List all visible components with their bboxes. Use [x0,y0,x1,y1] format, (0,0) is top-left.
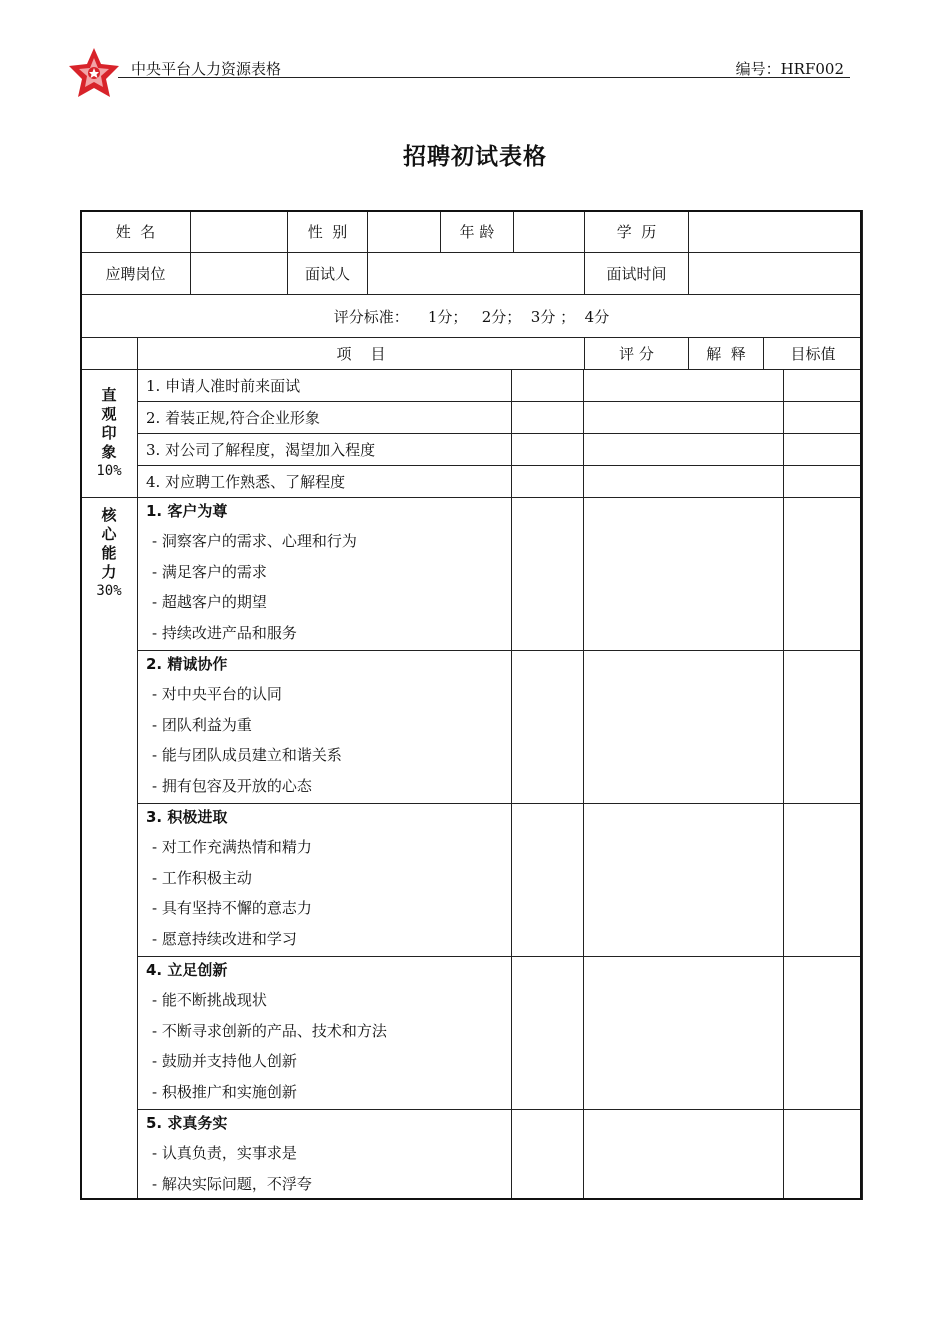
education-field[interactable] [689,211,863,253]
core-target-cell[interactable] [784,498,863,651]
impression-label: 直观印象 [101,386,117,461]
interviewer-field[interactable] [368,253,585,295]
core-group-item: - 对工作充满热情和精力 [152,838,312,856]
impression-target-cell[interactable] [784,402,863,434]
core-explain-cell[interactable] [584,957,784,1110]
core-group-item: - 拥有包容及开放的心态 [152,776,312,795]
core-group-item: - 积极推广和实施创新 [152,1082,297,1101]
impression-percent: 10% [96,463,122,479]
core-group-title: 2. 精诚协作 [146,655,228,673]
explain-column-header: 解 释 [689,338,764,370]
core-target-cell[interactable] [784,1110,863,1200]
core-group-item: - 洞察客户的需求、心理和行为 [152,532,357,550]
core-group-item: - 愿意持续改进和学习 [152,929,297,948]
core-group [138,1110,512,1200]
age-label: 年 龄 [441,211,514,253]
core-category [81,498,138,1200]
impression-item: 2. 着装正规,符合企业形象 [138,402,512,434]
name-field[interactable] [191,211,288,253]
core-target-cell[interactable] [784,957,863,1110]
core-group-item: - 工作积极主动 [152,868,252,887]
impression-score-cell[interactable] [512,370,584,402]
core-score-cell[interactable] [512,498,584,651]
education-label: 学 历 [585,211,689,253]
header-rule [118,77,850,78]
impression-target-cell[interactable] [784,434,863,466]
core-score-cell[interactable] [512,651,584,804]
core-group [138,498,512,651]
scoring-table [80,369,863,1200]
core-target-cell[interactable] [784,651,863,804]
impression-item: 1. 申请人准时前来面试 [138,370,512,402]
impression-item: 3. 对公司了解程度，渴望加入程度 [138,434,512,466]
age-field[interactable] [514,211,585,253]
core-label: 核心能力 [101,506,117,581]
core-group-item: - 对中央平台的认同 [152,685,282,703]
core-group-title: 3. 积极进取 [146,808,228,826]
item-column-header: 项 目 [138,338,585,370]
impression-target-cell[interactable] [784,466,863,498]
core-score-cell[interactable] [512,1110,584,1200]
core-group [138,957,512,1110]
core-target-cell[interactable] [784,804,863,957]
impression-score-cell[interactable] [512,434,584,466]
core-explain-cell[interactable] [584,804,784,957]
core-group-item: - 鼓励并支持他人创新 [152,1052,297,1070]
core-group-item: - 不断寻求创新的产品、技术和方法 [152,1021,387,1040]
core-score-cell[interactable] [512,957,584,1110]
core-group [138,651,512,804]
impression-score-cell[interactable] [512,402,584,434]
core-explain-cell[interactable] [584,1110,784,1200]
interview-time-label: 面试时间 [585,253,689,295]
position-label: 应聘岗位 [81,253,191,295]
core-group [138,804,512,957]
interview-time-field[interactable] [689,253,863,295]
core-group-item: - 能不断挑战现状 [152,991,267,1009]
gender-field[interactable] [368,211,441,253]
position-field[interactable] [191,253,288,295]
core-group-item: - 认真负责，实事求是 [152,1144,297,1162]
page-title: 招聘初试表格 [403,144,547,170]
interviewer-label: 面试人 [288,253,368,295]
core-group-title: 5. 求真务实 [146,1114,228,1132]
core-score-cell[interactable] [512,804,584,957]
target-column-header: 目标值 [764,338,863,370]
core-explain-cell[interactable] [584,651,784,804]
impression-score-cell[interactable] [512,466,584,498]
core-explain-cell[interactable] [584,498,784,651]
impression-explain-cell[interactable] [584,434,784,466]
category-header-cell [81,338,138,370]
impression-target-cell[interactable] [784,370,863,402]
core-group-item: - 解决实际问题，不浮夸 [152,1174,312,1193]
core-group-item: - 满足客户的需求 [152,562,267,581]
core-group-item: - 能与团队成员建立和谐关系 [152,746,342,764]
core-group-title: 1. 客户为尊 [146,502,228,520]
score-column-header: 评 分 [585,338,689,370]
interview-form-table [80,210,863,370]
impression-item: 4. 对应聘工作熟悉、了解程度 [138,466,512,498]
core-percent: 30% [96,583,122,599]
form-code: 编号：HRF002 [735,60,844,78]
core-group-item: - 团队利益为重 [152,715,252,734]
core-group-item: - 持续改进产品和服务 [152,623,297,642]
scoring-standard: 评分标准： 1分； 2分； 3分 ； 4分 [81,295,863,338]
impression-category [81,370,138,498]
core-group-item: - 超越客户的期望 [152,593,267,611]
impression-explain-cell[interactable] [584,370,784,402]
gender-label: 性 别 [288,211,368,253]
impression-explain-cell[interactable] [584,402,784,434]
organization-name: 中央平台人力资源表格 [131,60,282,78]
star-logo-icon [66,46,122,100]
core-group-item: - 具有坚持不懈的意志力 [152,899,312,917]
core-group-title: 4. 立足创新 [146,961,228,979]
impression-explain-cell[interactable] [584,466,784,498]
name-label: 姓 名 [81,211,191,253]
